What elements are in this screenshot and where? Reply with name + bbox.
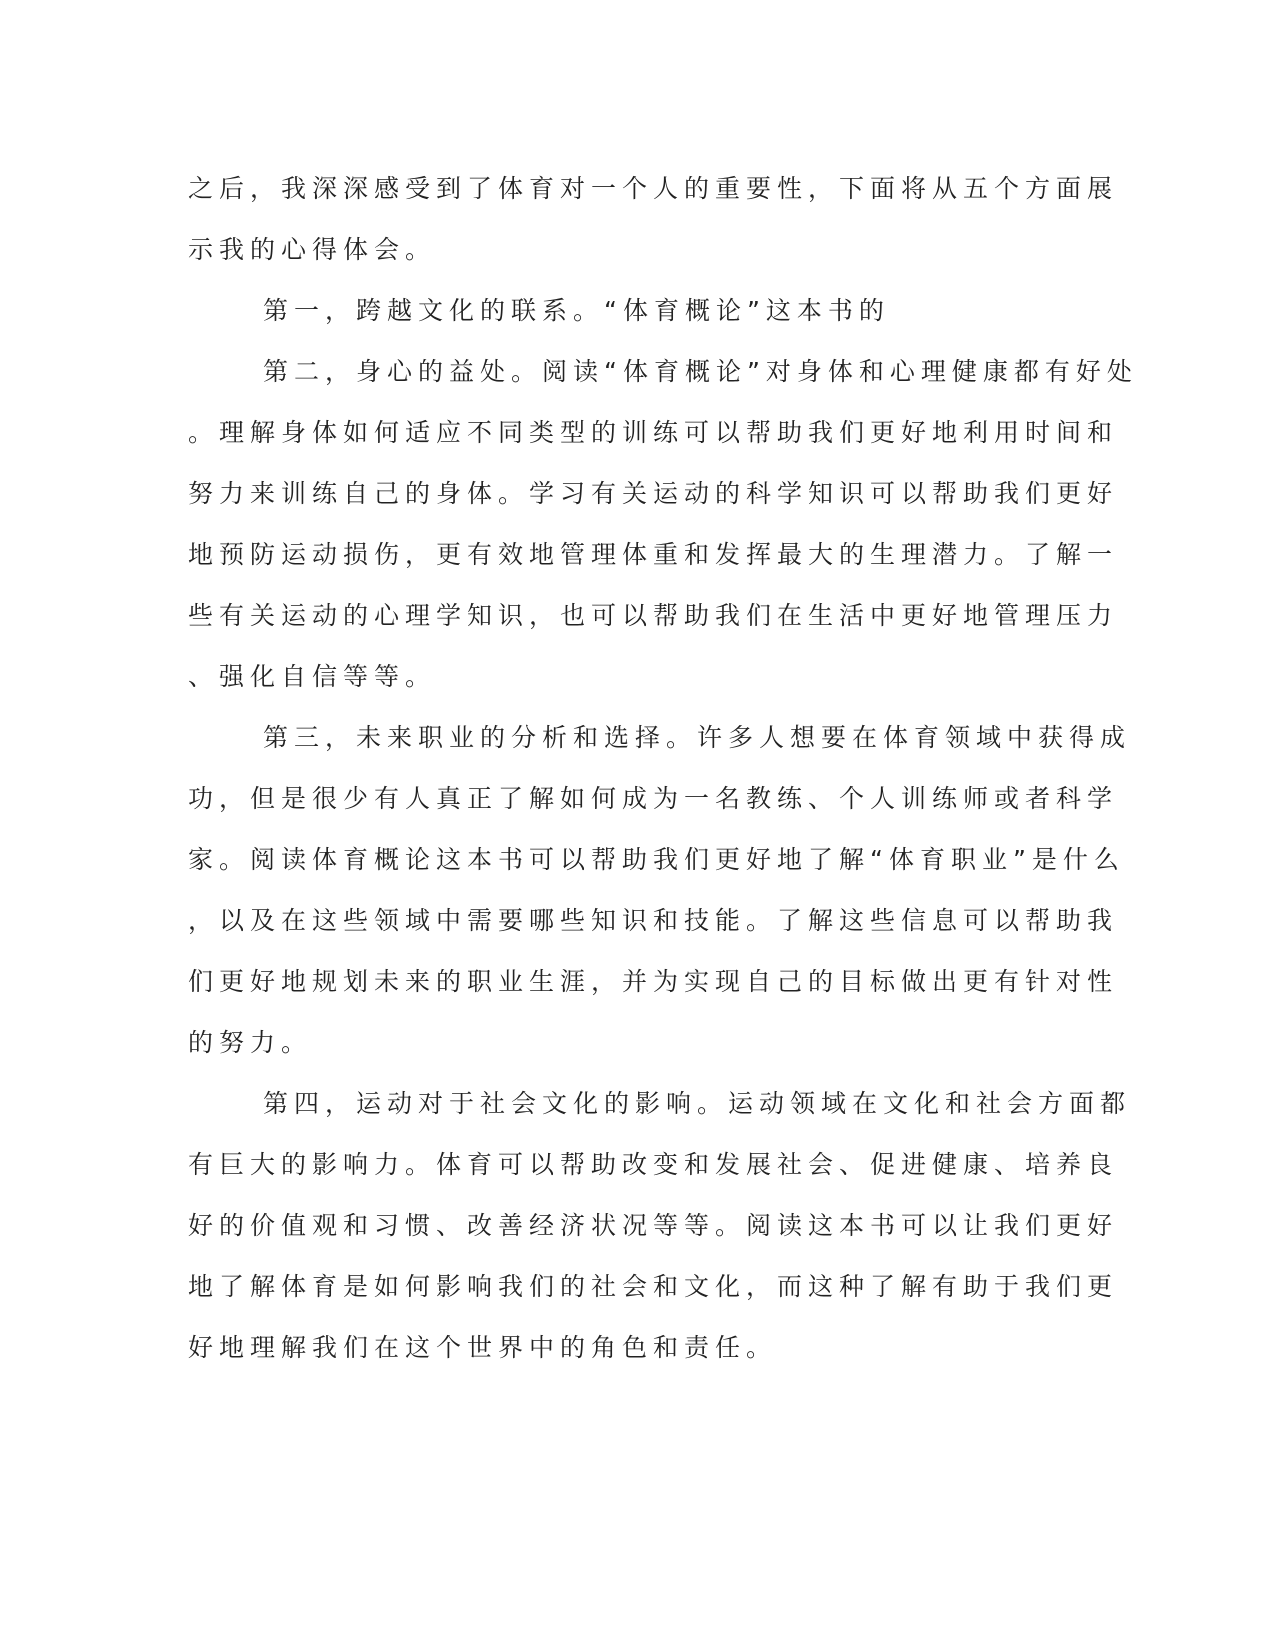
text-line: 好的价值观和习惯、改善经济状况等等。阅读这本书可以让我们更好 (188, 1211, 1119, 1240)
text-line: 示我的心得体会。 (188, 235, 437, 264)
text-line: 功，但是很少有人真正了解如何成为一名教练、个人训练师或者科学 (188, 784, 1119, 813)
paragraph-first-line: 第三，未来职业的分析和选择。许多人想要在体育领域中获得成 (263, 723, 1132, 752)
text-line: 的努力。 (188, 1028, 313, 1057)
text-line: 有巨大的影响力。体育可以帮助改变和发展社会、促进健康、培养良 (188, 1150, 1119, 1179)
text-line: 地了解体育是如何影响我们的社会和文化，而这种了解有助于我们更 (188, 1272, 1119, 1301)
text-line: 、强化自信等等。 (188, 662, 437, 691)
text-line: 努力来训练自己的身体。学习有关运动的科学知识可以帮助我们更好 (188, 479, 1119, 508)
body-text (188, 158, 1138, 1378)
text-line: 们更好地规划未来的职业生涯，并为实现自己的目标做出更有针对性 (188, 967, 1119, 996)
text-line: 家。阅读体育概论这本书可以帮助我们更好地了解“体育职业”是什么 (188, 845, 1125, 874)
text-line: 。理解身体如何适应不同类型的训练可以帮助我们更好地利用时间和 (188, 418, 1119, 447)
text-line: ，以及在这些领域中需要哪些知识和技能。了解这些信息可以帮助我 (188, 906, 1119, 935)
text-line: 之后，我深深感受到了体育对一个人的重要性，下面将从五个方面展 (188, 174, 1119, 203)
paragraph-first-line: 第四，运动对于社会文化的影响。运动领域在文化和社会方面都 (263, 1089, 1132, 1118)
paragraph-first-line: 第一，跨越文化的联系。“体育概论”这本书的 (263, 296, 890, 325)
paragraph-first-line: 第二，身心的益处。阅读“体育概论”对身体和心理健康都有好处 (263, 357, 1138, 386)
text-line: 好地理解我们在这个世界中的角色和责任。 (188, 1333, 778, 1362)
text-line: 些有关运动的心理学知识，也可以帮助我们在生活中更好地管理压力 (188, 601, 1119, 630)
text-line: 地预防运动损伤，更有效地管理体重和发挥最大的生理潜力。了解一 (188, 540, 1119, 569)
